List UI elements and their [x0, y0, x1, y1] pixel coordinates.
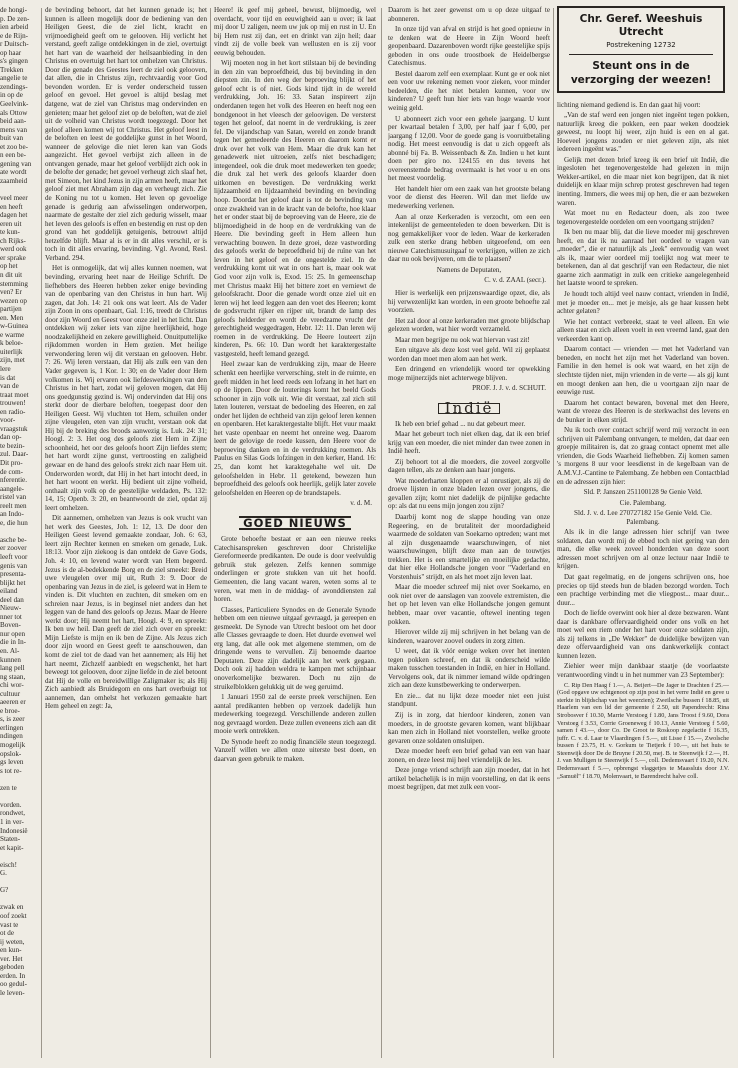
- cutoff-line: rondwet,: [0, 809, 26, 818]
- article-paragraph: U abonneert zich voor een gehele jaargang. U kunt per kwartaal betalen f 3,00, per half jaar f 6,00, per jaargang f 12,00. Voor de goede gang is vooruitbetaling nodig. Het meest eenvoudig is dat u zich opgeeft als abonné bij Fa. B. Weissenbach & Zn. Indien u het kunt doen per giro no. 124155 en dus tevens het overeenstemde bedrag overmaakt is het voor u en ons het meest voordelig.: [388, 114, 550, 183]
- article-paragraph: Het zal door al onze kerkeraden met groote blijdschap gelezen worden, wat hier wordt verzameld.: [388, 316, 550, 334]
- cutoff-line: erlingen: [0, 723, 24, 732]
- cutoff-line: lang pell: [0, 664, 25, 673]
- donation-list: C. Rip Den Haag f 1.—, A. Beijert—De Jager te Drachten f 25.— (God opgave uw echtgenoot op zijn post in het verre Indië en geve u sterkte in blijdschap van het weerzien); Zweilsche bussen f 18.85, uit Haarlem van een lid der gemeente f 2.50, uit Papendrecht: Rina Strobosver f 10.30, Marrie Verstoeg f 1.80, Jans Troost f 9.60, Dora Verstoeg f 3.53, Corrie Groeneweg f 10.13, Annie Verstoeg f 5.60, samen f 43.—, door Co. De Groot te Roskoop zegelactie f 16.35, juffr. C. v. d. Laar te Vlaardingen f 5.—, uit Lisse f 15.—, Zwolsche bussen f 23.75, H. v. Gorkum te Tietjerk f 10.—, uit het huis te Steenwijk door De de Bruyne f 20.50, mej. B. te Steenwijk f 2.—, H. J. van Mulligen te Steenwijk f 5.—, coll. Dedemsvaart f 19.20, N.N. Dedemsvaart f 5.—, opbrengst vlaggetjes te Maassluis door J.V. „Samuël" f 18.70, Molenvaart, te Barendrecht halve coll.: [557, 681, 729, 780]
- ad-title: Chr. Geref. Weeshuis: [579, 13, 703, 25]
- cutoff-line: werd ook: [0, 245, 27, 254]
- cutoff-line: voor-: [0, 416, 16, 425]
- cutoff-line: traat moet: [0, 390, 29, 399]
- cutoff-line: s tot re-: [0, 766, 22, 775]
- ad-call-line: Steunt ons in de: [592, 59, 690, 72]
- cutoff-line: vast te: [0, 920, 19, 929]
- article-paragraph: Als ik in die lange adressen hier schrijf van twee soldaten, dan wordt mij de ebbed toch niet gering van den man, die elke week zoveel honderden van deze soort adressen moet schrijven om al onze lectuur naar Indië te krijgen.: [557, 528, 729, 571]
- cutoff-line: zijn, met: [0, 356, 25, 365]
- ad-title-city: Utrecht: [618, 26, 664, 38]
- cutoff-line: als Ottow: [0, 108, 28, 117]
- cutoff-line: e warme: [0, 330, 25, 339]
- cutoff-line: chi wor-: [0, 681, 24, 690]
- cutoff-line: erden. In: [0, 971, 26, 980]
- cutoff-line: [0, 775, 38, 784]
- cutoff-line: ng staan,: [0, 672, 26, 681]
- cutoff-line: te kun-: [0, 228, 20, 237]
- cutoff-line: [0, 852, 38, 861]
- article-paragraph: Je houdt toch altijd veel nauw contact, vrienden in Indië, met je moeder en... met je meisje, als ge haar kussen hebt achter gelaten?: [557, 290, 729, 316]
- cutoff-line: le leven-: [0, 988, 25, 997]
- cutoff-line: ien arbeid: [0, 23, 29, 32]
- cutoff-line: en kun-: [0, 946, 22, 955]
- cutoff-line: zen te: [0, 783, 17, 792]
- cutoff-line: wezen op: [0, 296, 27, 305]
- cutoff-line: en radio-: [0, 407, 26, 416]
- article-paragraph: Hier is werkelijk een prijzenswaardige opzet, die, als hij verwezenlijkt kan worden, in een groote behoefte zal voorzien.: [388, 288, 550, 315]
- cutoff-line: op haar: [0, 48, 22, 57]
- cutoff-line: an Indo-: [0, 510, 24, 519]
- article-paragraph: Zij behoort tot al die moeders, die zoveel zorgvolle dagen tellen, als ze denken aan haar jongens.: [388, 457, 550, 475]
- cutoff-line: k beloe-: [0, 339, 24, 348]
- cutoff-line: zul. Daar-: [0, 450, 29, 459]
- cutoff-line: oo gedul-: [0, 980, 27, 989]
- cutoff-line: [0, 895, 38, 904]
- cutoff-line: G.: [0, 869, 7, 878]
- cutoff-line: et zoo be-: [0, 142, 28, 151]
- cutoff-line: nur open: [0, 629, 26, 638]
- cutoff-line: ver. Het: [0, 954, 23, 963]
- cutoff-line: Dit pro-: [0, 458, 23, 467]
- cutoff-line: blijkt het: [0, 578, 26, 587]
- cutoff-line: ven? Er: [0, 288, 22, 297]
- address-line: Sld. P. Janszen 251100128 9e Genie Veld.: [583, 488, 703, 497]
- cutoff-line: cultuur: [0, 689, 21, 698]
- article-paragraph: Deze jonge vriend schrijft aan zijn moeder, dat in het artikel belachelijk is in mijn voorstelling, en dat ik eens moest begrijpen, dat met zulk een voor-: [388, 766, 550, 792]
- column-divider: [41, 8, 42, 1058]
- cutoff-line: G?: [0, 886, 9, 895]
- article-paragraph: U weet, dat ik vóór eenige weken over het inenten tegen pokken schreef, en dat ik onderscheid wilde maken tusschen toestanden in Indië, en hier in Holland. Vervolgens ook, dat ik nimmer iemand wilde opdringen zich aan deze kunstbewerking te onderwerpen.: [388, 647, 550, 690]
- cutoff-line: w-Guinea: [0, 322, 28, 331]
- cutoff-line: [0, 527, 38, 536]
- article-paragraph: Zij is in zorg, dat hierdoor kinderen, zonen van moeders, in de grootste gevaren komen, want blijkbaar kan men zich in Holland niet voorstellen, welke groote gevaren onze soldaten omsluipen.: [388, 711, 550, 745]
- column-4: [557, 6, 729, 1060]
- cutoff-line: buit van: [0, 134, 24, 143]
- cutoff-line: uiterlijk: [0, 347, 23, 356]
- cutoff-line: eiland: [0, 587, 18, 596]
- cutoff-line: Boven-: [0, 621, 21, 630]
- article-paragraph: Deze moeder heeft een brief gehad van een van haar zonen, en deze leest mij heel vriendelijk de les.: [388, 747, 550, 764]
- cutoff-line: gs leven: [0, 758, 24, 767]
- cutoff-line: is dat: [0, 373, 16, 382]
- cutoff-line: van de: [0, 382, 19, 391]
- section-heading-wrap: [214, 512, 376, 536]
- cutoff-line: e de Rijn-: [0, 31, 28, 40]
- cutoff-line: r Duitsch-: [0, 40, 29, 49]
- cutoff-line: s, is zeer: [0, 715, 25, 724]
- cutoff-line: aangele-: [0, 484, 25, 493]
- cutoff-line: zwak en: [0, 903, 24, 912]
- cutoff-line: eisch!: [0, 860, 17, 869]
- article-paragraph: Daarom contact — vrienden — met het Vaderland van beneden, en nocht het zijn met het Vaderland van boven. Familie in den hemel is ook wat waard, en het zijn de slechtste tijden niet, mijn vrienden in de verte — als gij kunt en moogt denken aan hen, die u voortgaan zijn naar de eeuwige rust.: [557, 345, 729, 397]
- ad-postrekening: Postrekening 12732: [606, 41, 676, 49]
- cutoff-line: er sprake: [0, 253, 26, 262]
- cutoff-line: oof zoekt: [0, 911, 27, 920]
- weeshuis-advertisement: [557, 6, 725, 93]
- article-paragraph: Heel zwaar kan de verdrukking zijn, maar de Heere schenkt een heerlijke verversching, stelt in de ruimte, en geeft midden in het leed reeds een lofzang in het hart en op de lippen. Door de louterings komt het beeld Gods schooner in zijn volk uit. Wie dit verstaat, zal zich stil laten louteren, verstaat de bedoeling des Heeren, en zal onder het lijden de echtheid van zijn geloof leren kennen en openbaren. Het karaktergestalte blijft. Het vuur maakt het vaste openbaar en neemt het onreine weg. Daarom leert de gelovige de roede kussen, den Heere voor de beproeving danken en in de verdrukking roemen. Als Paulus en Silas Gods lofzingen in den kerker, Hand. 16: 25, dan komt het karaktegehalte wel uit. De geloofshelden in Hebr. 11 getekend, bewezen hun beproefdheid des geloofs ook heerlijk, gelijk later zovele geloofshelden en Heeren op de brandstapels.: [214, 360, 376, 497]
- cutoff-line: mogelijk: [0, 741, 26, 750]
- cutoff-line: te bezin-: [0, 441, 25, 450]
- section-heading-goed-nieuws: GOED NIEUWS: [239, 516, 351, 531]
- article-paragraph: De Synode heeft zo nodig financiële steun toegezegd. Vanzelf willen we allen onze uiterste best doen, en daarvan geen gebruik te maken.: [214, 737, 376, 763]
- article-paragraph: Dit aannemen, omhelzen van Jezus is ook vrucht van het werk des Geestes, Joh. 1: 12, 13. De door den Heiligen Geest levend gemaakte zondaar, Joh. 6: 63, leert zijn Rechter kennen en smeken om genade, Luk. 18:13. Voor zijn ziekoog is dan ontdekt de Gave Gods, Joh. 4: 10, en levend water wordt van Hem begeerd. Jezus is de al-bedekkende Borg en de ziel smeekt: Breid uwe vleugelen over mij uit, Ruth 3: 9. Door de openbaring van Jezus in de ziel, is geleerd wat in Hem te vinden is. Dit vluchten en zuchten, dit smeken om en schreien naar Jezus, is in beginsel niet anders dan het leggen van de hand des geloofs op Jezus. Maar de Heere werkt door; Hij neemt het hart, Hoogl. 4: 9, en spreekt: Ik ben uw heil. Dan geeft de ziel zich over en spreekt: Mijn Liefste is mijn en ik ben de Zijne. Als Jezus zich door zijn woord en Geest geeft te aanschouwen, dan komt de ziel tot de daad van het aannemen; als Hij het hart neemt, Zichzelf aanbiedt en wegschenkt, het hart beweegt tot gelooven, door zijne liefde in de ziel betoont dat Hij de volle en bereidwillige Zaligmaker is; als Hij Zich aanbiedt als Bruidegom en ons hart overbuigt tot aannemen, dan omhelst het verkozen gemaakte hart Hem geheel en zegt: Ja,: [45, 514, 207, 711]
- article-paragraph: „Van de staf werd een jongen niet ingeënt tegen pokken, natuurlijk kreeg die pokken, een paar weken doodziek geweest, nu loopt hij weer, zijn huid is een en al gat. Hoeveel jongens zouden er niet geleven zijn, als niet iedereen ingeënt was.": [557, 111, 729, 154]
- article-paragraph: Dat gaat regelmatig, en de jongens schrijven ons, hoe precies op tijd steeds hun de bladen bezorgd worden. Toch een prachtige verbinding met die vliegpost... maar duur... duur...: [557, 572, 729, 607]
- cutoff-line: veel meer: [0, 194, 28, 203]
- cutoff-line: gening van: [0, 159, 32, 168]
- article-signature: v. d. M.: [350, 499, 372, 508]
- cutoff-line: lere: [0, 364, 11, 373]
- column-divider: [210, 8, 211, 1058]
- cutoff-line: zendings-: [0, 82, 28, 91]
- article-paragraph: Wat moet nu en Redacteur doen, als zoo twee tegenovergestelde oordelen om een voortgang strijden?: [557, 209, 729, 226]
- address-line: Cie. Palembang.: [619, 498, 667, 507]
- cutoff-line: [0, 792, 38, 801]
- address-line: Sld. J. v. d. Lee 270727182 15e Genie Veld. Cie. Palembang.: [574, 509, 712, 526]
- cutoff-line: stemming: [0, 279, 28, 288]
- cutoff-line: Staten-: [0, 835, 21, 844]
- article-paragraph: Wat moederharten kloppen er al onrustiger, als zij de droeve lijsten in onze bladen lezen over jongens, die gevallen zijn; komt niet dadelijk de pijnlijke gedachte op: als dat nu eens mijn jongen zou zijn?: [388, 476, 550, 511]
- cutoff-line: Indonesië: [0, 826, 28, 835]
- article-paragraph: Een uitgave als deze kost veel geld. Wil zij geplaatst worden dan moet men alom aan het werk.: [388, 346, 550, 363]
- cutoff-line: die in In-: [0, 638, 27, 647]
- cutoff-line: dagen het: [0, 211, 28, 220]
- cutoff-line: vraagstuk: [0, 424, 28, 433]
- cutoff-line: Trekken: [0, 65, 24, 74]
- cutoff-line: leeft voor: [0, 553, 28, 561]
- cutoff-line: zaamheid: [0, 176, 28, 185]
- article-paragraph: Maar het gebeurt toch niet elken dag, dat ik een brief krijg van een moeder, die niet minder dan twee zonen in Indië heeft.: [388, 430, 550, 456]
- cutoff-line: er zoover: [0, 544, 27, 553]
- column-1: [45, 6, 207, 1060]
- cutoff-line: ij weten,: [0, 937, 25, 946]
- column-left-cutoff: [0, 6, 38, 1060]
- article-paragraph: Doch de liefde overwint ook hier al deze bezwaren. Want daar is dankbare offervaardigheid onder ons volk en het moet wel een riem onder het hart voor onze soldaten zijn, als zij telkens in „De Wekker" de duidelijke bewijzen van deze offervaardigheid van ons dankwerkelijk contact kunnen lezen.: [557, 609, 729, 660]
- cutoff-line: mens van: [0, 125, 27, 134]
- cutoff-line: opslok-: [0, 749, 22, 758]
- cutoff-line: [0, 878, 38, 887]
- cutoff-line: ristel van: [0, 493, 27, 502]
- article-paragraph: Classes, Particuliere Synodes en de Generale Synode hebben om een nieuwe uitgaaf gevraagd, ja gereepen en gesmeekt. De Synode van Utrecht besloot om het door alle Classes gevraagde te doen. Het duurde evenwel wel erg lang, dat alle ook met algemene stemmen, om de dringende wens te vervullen. Zij benoemde daartoe Deputaten. Deze zijn dadelijk aan het werk gegaan. Doch ook zij hadden weldra te kampen met schijnbaar onoverkomelijke bezwaren. Doch nu zijn de struikelblokken gelukkig uit de weg geruimd.: [214, 605, 376, 691]
- article-paragraph: Ziehier weer mijn dankbaar staatje (de voorlaatste verantwoording vindt u in het nummer van 23 September):: [557, 662, 729, 679]
- article-paragraph: Daarom het contact bewaren, bovenal met den Heere, want de vreeze des Heeren is de sterkwachst des levens en de bunker in elken strijd.: [557, 398, 729, 424]
- article-paragraph: Daarbij komt nog de slappe houding van onze Regeering, en de brutaliteit der moordadigheid waarmede de soldaten van Soekarno optreden; want met al zijn dusgenaamde waarschuwingen, of niet waarschuwingen, blijft deze man aan de touwtjes trekken. Het is een smartelijke en moeilijke gedachte, dat hier elke Hollandsche jongen voor "Vaderland en Vorstenhuis" strijdt, en als het moet zijn leven laat.: [388, 512, 550, 581]
- article-paragraph: Maar men begrijpe nu ook wat hiervan vast zit!: [395, 335, 530, 344]
- article-paragraph: Daarom is het zeer gewenst om u op deze uitgaaf te abonneren.: [388, 6, 550, 23]
- article-paragraph: Heere! ik geef mij geheel, bewust, blijmoedig, wel overdacht, voor tijd en eeuwigheid aan u over; ik laat mij door U zaligen, neem uw juk op mij en rust in U. En bij Hem rust zij dan, eet en drinkt van zijn heil; daar vindt zij de volle beek van wellusten en is zij voor eeuwig behouden.: [214, 6, 376, 57]
- cutoff-line: ndingen: [0, 732, 23, 741]
- article-paragraph: Aan al onze Kerkeraden is verzocht, om een een intekenlijst de gemeenteleden te doen bewerken. Dit is nog gemakkelijker voor de leden. Waar de kerkeraden zulk een sterke drang hebben uitgeoefend, om een nieuwe Catechismusuitgaaf te verkrijgen, willen ze zich daar nu ook bevijveren, om die te plaatsen?: [388, 212, 550, 264]
- cutoff-line: nferentie.: [0, 476, 27, 485]
- article-signature: PROF. J. J. v. d. SCHUIT.: [472, 384, 546, 393]
- article-paragraph: lichting niemand gediend is. En dan gaat hij voort:: [557, 100, 701, 109]
- article-paragraph: Hierover wilde zij mij schrijven in het belang van de kinderen, waarover zoovel ouders in zorg zitten.: [388, 628, 550, 645]
- section-heading-wrap: [388, 397, 550, 420]
- article-paragraph: Een dringend en vriendelijk woord ter opwekking moge mijnerzijds niet achterwege blijven.: [388, 365, 550, 382]
- cutoff-line: geboden: [0, 963, 25, 972]
- article-paragraph: Grote behoefte bestaat er aan een nieuwe reeks Catechisanspreken geschreven door Christelijke Gereformeerde predikanten. De oude is door veelvuldig gebruik stuk gelezen. Zelfs kennen sommige onderlingen er grote stukken van uit het hoofd. Gemeenten, die lang vacant waren, weten soms al te veren, wat men in de middag- of avonddiensten zal horen.: [214, 535, 376, 604]
- cutoff-line: partijen: [0, 305, 22, 314]
- cutoff-line: asche be-: [0, 535, 27, 544]
- article-paragraph: Het is onmogelijk, dat wij alles kunnen noemen, wat bevinding, ervaring heet naar de Heilige Schrift. De liefhebbers des Heeren hebben zeker enige bevinding van de openbaring van den Christus in hun hart. Wij zagen, dat Joh. 14: 21 ook ons wat leert. Als de Vader zijn Zoon in ons openbaart, Gal. 1:16, treedt de Christus door zijn Woord en Geest voor onze ziel in het licht. Dan ontdekken wij zeker iets van zijne heerlijkheid, hoge noodzakelijkheid en zekere gewilligheid. Onuitputtelijke rijkdommen worden in Hem gezien. Met heilige verwondering leren wij dit verstaan en gelooven. Hebr. 7: 26. Wij leren verstaan, dat Hij als zulk een van den Vader gegeven is, 1 Kor. 1: 30; en de Vader door Hem volkomen is. Wij ervaren ook liefdeswerkingen van den Christus in het hart, zodat wij geloven mogen, dat Hij ons goedgunstig gezind is. Wij ondervinden dat Hij ons sterkt door de dierbare beloften, toegepast door den Heiligen Geest. Wij vluchten tot Hem, schuilen onder zijne vleugelen, eten van zijn vrucht, verstaan ook dat Hij bij de breking des broods aanwezig is. Luk. 24: 31; Hoogl. 2: 3. Het oog des geloofs ziet Hem in Zijne schoonheid, het oor des geloofs hoort Zijn liefdes stem; het hart wordt zijne gunst, vertroosting en zaligheid gewaar en de hand des geloofs strekt zich naar Hem uit. Onderworden wordt, dat Hij in het hart intocht deed, in het hart woont en werkt. Hij bedient uit zijne volheid, onthaalt zijn volk op de geestelijke weldaden, Ps. 132: 14, 15; Openb. 3: 20, en beantwoordt de ziel, opdat zij leert omhelzen.: [45, 264, 207, 512]
- cutoff-line: de com-: [0, 467, 24, 476]
- cutoff-line: s's gingen: [0, 57, 28, 66]
- article-paragraph: Gelijk met dezen brief kreeg ik een brief uit Indië, die ingesloten het tegenovergestelde had gelezen in mijn Wekker-artikel, en die maar niet kon begrijpen, dat ik niet duidelijk en klaar mijn schrep protest geschreven had tegen inenting. Immers, die wees mij op hen, die er aan bezweken waren.: [557, 155, 729, 207]
- cutoff-line: p. De zen-: [0, 14, 30, 23]
- article-paragraph: Ik heb een brief gehad ... nu dat gebeurt meer.: [395, 419, 526, 428]
- signature-line: C. v. d. ZAAL (secr.).: [484, 276, 546, 285]
- article-paragraph: de bevinding behoort, dat het kunnen genade is; het kunnen is alleen mogelijk door de bediening van den Heiligen Geest, die de ziel licht, kracht en vrijmoedigheid geeft om te gelooven. Hij verlicht het verstand, geeft zalige ontdekkingen in de ziel, overtuigt het hart van de waarheid der heilsaanbieding in den Christus en overtuigt het hart tot omhelzen van Christus. Door die genade des Geestes leert de ziel ook gelooven, dat allen, die in Christus zijn, rechtvaardig voor God bevonden worden. Er is verder onderscheid tussen geloof en gevoel. Het gevoel is altijd beslag met datgene, wat de ziel van Christus mag ondervinden en genieten; maar het geloof ziet op de beloften, wat de ziel uit de volheid van Christus wordt toegezegd. Door het geloof alleen komen wij tot Christus. Het geloof leest in de beloften en leest de goddelijke gunst in het Woord, wanneer de gelovige die niet leren kan van Gods aangezicht. Het gevoel verbijst zich alleen in de ontvangen genade, maar het geloof verblijdt zich ook in de belofte der genade; het gevoel verheugt zich slaaf het, met Simeon, het kind Jezus in zijn armen heeft, maar het geloof ziet met Abraham zijn dag en verheugt zich. Zie de Koning nu tot u komen. Het leven op gevoelige genade is gedurig aan afwisselingen onderworpen, naarmate de gestalte der ziel zich gedurig wisselt, maar het leven des geloofs is effen en bestendig en rust op den grond van het goddelijk getuigenis, betrouwt altijd hetzelfde blijft. Maar al is er in dit alles verschil, er is toch in dit alles ervaring, bevinding. Vgl. Avond, Resl. Verband. 294.: [45, 6, 207, 262]
- cutoff-line: n dit uit: [0, 270, 23, 279]
- ad-call-line: verzorging der weezen!: [570, 73, 712, 86]
- article-paragraph: Maar die moeder schreef mij niet over Soekarno, en ook niet over de aanslagen van zoovele extremisten, die het op het leven van elke Hollandsche jongen gemunt hebben, maar over vacantie, oftewel inenting tegen pokken.: [388, 583, 550, 626]
- article-paragraph: Bestel daarom zelf een exemplaar. Kunt ge er ook niet een voor uw rekening nemen voor zieken, voor minder bedeelden, die het niet betalen kunnen, voor uw kinderen? U geeft hun hier iets van hoge waarde voor weinig geld.: [388, 69, 550, 113]
- section-heading-indie: Indië: [438, 403, 501, 414]
- cutoff-line: ot de: [0, 929, 14, 938]
- cutoff-line: vorden.: [0, 800, 22, 809]
- cutoff-line: genis van: [0, 561, 27, 570]
- article-paragraph: Wie het contact verbreekt, staat te veel alleen. En wie alleen staat en zich alleen voelt in een vreemd land, gaat den verkeerden kant op.: [557, 317, 729, 343]
- article-paragraph: In onze tijd van afval en strijd is het goed opnieuw in te denken wat de Heere in Zijn Woord heeft geopenbaard. Dazarenboven wordt rijke geestelijke spijs geboden in ons oude troostboek de Heidelbergse Catechismus.: [388, 25, 550, 68]
- cutoff-line: eren uit: [0, 219, 22, 228]
- cutoff-line: ch Rijks-: [0, 236, 26, 245]
- column-divider: [553, 8, 554, 1058]
- cutoff-line: Nieuw-: [0, 604, 22, 613]
- cutoff-line: e, die hun: [0, 518, 28, 527]
- cutoff-line: et kapit-: [0, 843, 24, 852]
- cutoff-line: presenta-: [0, 570, 26, 579]
- ad-divider: [569, 54, 713, 55]
- cutoff-line: en. Al-: [0, 647, 20, 656]
- signature-line: Namens de Deputaten,: [436, 265, 502, 274]
- column-2: [214, 6, 376, 1060]
- article-paragraph: En zie... dat nu lijkt deze moeder niet een juist standpunt.: [388, 691, 550, 709]
- cutoff-line: aeeren er: [0, 698, 26, 707]
- cutoff-line: de hongi-: [0, 6, 27, 14]
- article-paragraph: Nu ik toch over contact schrijf werd mij verzocht in een schrijven uit Palembang ontvangen, te melden, dat daar een groepje militairen is, dat zo graag contact opnemt met alle vrienden, die Gods Waarheid liefhebben. Zij komen samen 's morgens 8 uur voor leesdienst in de kegelbaan van de A.M.V.J.-Cantine te Palembang. Ze hebben een Contactblad en de adressen zijn hier:: [557, 426, 729, 486]
- article-paragraph: 1 Januari 1950 zal de eerste preek verschijnen. Een aantal predikanten hebben op verzoek dadelijk hun medewerking toegezegd. Verschillende anderen zullen nog gevraagd worden. Deze zullen eveneens zich aan dit mooie werk ontrekken.: [214, 693, 376, 736]
- cutoff-line: 1 in ver-: [0, 817, 24, 826]
- column-3: [388, 6, 550, 1060]
- cutoff-line: reelt men: [0, 501, 27, 510]
- cutoff-line: nner tot: [0, 612, 22, 621]
- cutoff-line: op het: [0, 262, 18, 271]
- cutoff-line: dan op-: [0, 433, 22, 442]
- cutoff-line: kunnen: [0, 655, 21, 664]
- cutoff-line: n een be-: [0, 151, 26, 160]
- cutoff-line: deel dan: [0, 595, 24, 604]
- cutoff-line: ate wordt: [0, 168, 27, 177]
- cutoff-line: Geelvink-: [0, 100, 29, 109]
- column-divider: [381, 8, 382, 1058]
- cutoff-line: trouwen!: [0, 399, 26, 408]
- article-paragraph: Wij moeten nog in het kort stilstaan bij de bevinding in den zin van beproefdheid, dus bij bevinding in den diepsten zin. In den weg der beproeving blijkt of het geloof echt is of niet. Gods kind tijdt in de wereld verdrukking, Joh. 16: 33. Satan inspireert zijn onderdanen tegen het volk des Heeren en heeft nog een bondgenoot in het vleesch der geloovigen. De versterst tegen het geloof, dat noemt in de verdrukking, is zeer fel. De vijandschap van Satan, wereld en zonde brandt tegen het gemedeerde des Heeren en daarom komt er druk over het volk van Hem. Maar die druk kan het genadewerk niet uitroeien, zelfs niet beschadigen; integendeel, ook die druk moet medewerken ten goede; die druk zal het werk des geloofs klaarder doen uitkomen en bevestigen. De verdrukking werkt lijdzaamheid en lijdzaamheid bevinding en bevinding hoop. Doordat het geloof daar is tot de bevinding van onze zwakheid van in de kracht van de belofte, hoe klaar het er onder staat bij de beproeving van de Heere, zie de blijmoedigheid in de hoop en de verdrukking van de Heere. Die bevinding geeft in Hem alleen hun verwachting bouwen. In deze groei, deze vastwording des geloofs werkt de beproefdheid bij de ruïne van het leven in het geloof en de ongestelde ziel. In de verdrukking komt uit wat in ons hart is, maar ook wat God voor zijn volk is, Exod. 15: 25. In gemeenschap met Christus maakt Hij het bittere zoet en verniewt de geloofskracht. Door die genade wordt onze ziel uit en leren wij het leed leggen aan den voet des Heeren; komt de godsvrucht rijker en rijper uit, brandt de lamp des geloofs helderder en wordt de vreedzame vrucht der gerechtigheid weggedragen, Hebr. 12: 11. Dan leren wij roemen in de verdrukking. De Heere louteert zijn kinderen, Ps. 66: 10. Dan wordt het karaktergestalte vastgesteld, heeft lemand gezegd.: [214, 59, 376, 358]
- cutoff-line: [0, 185, 38, 194]
- cutoff-line: in op de: [0, 91, 23, 100]
- article-paragraph: Ik ben nu maar blij, dat die lieve moeder mij geschreven heeft, en dat ik nu aanraad het oordeel te vragen van „moeder", die er natuurlijk als „leek" eenvoudig van weet als ik, maar wier oordeel mij toelijkt nog wat meer te betekenen, dan al dat geschrijf van een Redacteur, die niet gaarne zich aanmatigt in zulk een critieke aangelegenheid het laatste woord te spreken.: [557, 228, 729, 288]
- cutoff-line: e broe-: [0, 706, 20, 715]
- cutoff-line: beid aan-: [0, 117, 27, 126]
- cutoff-line: en heeft: [0, 202, 23, 211]
- cutoff-line: en. Men: [0, 313, 24, 322]
- cutoff-line: angelie te: [0, 74, 28, 83]
- article-paragraph: Het handelt hier om een zaak van het grootste belang voor de dienst des Heeren. Wil dan met liefde uw medewerking verlenen.: [388, 184, 550, 211]
